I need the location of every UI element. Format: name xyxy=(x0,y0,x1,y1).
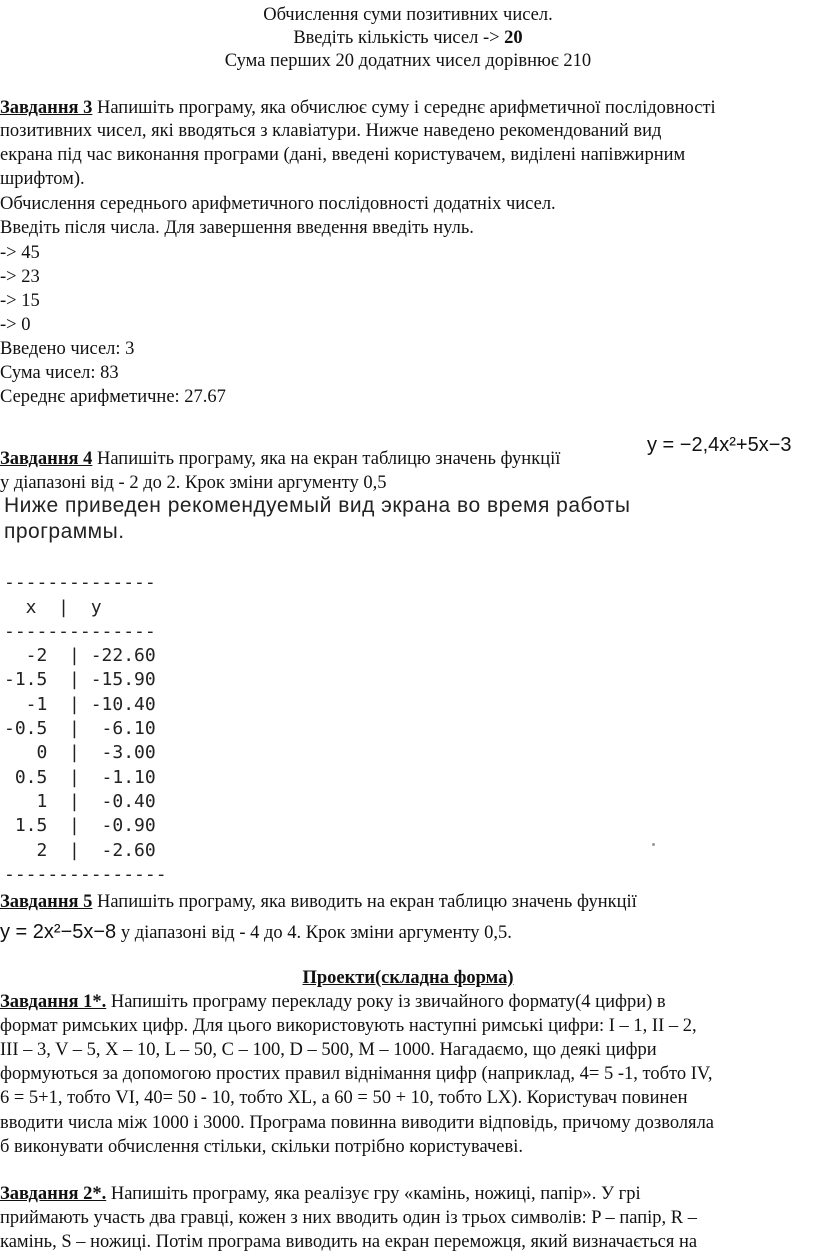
project2-line-1: Завдання 2*. Напишіть програму, яка реалізує гру «камінь, ножиці, папір». У грі xyxy=(0,1184,641,1204)
task5-label: Завдання 5 xyxy=(0,892,93,912)
table-row: -1.5 | -15.90 xyxy=(4,669,156,691)
project1-line-7: б виконувати обчислення стільки, скільки потрібно користувачеві. xyxy=(0,1137,523,1157)
table-row: 1.5 | -0.90 xyxy=(4,815,156,837)
task4-formula: y = −2,4x²+5x−3 xyxy=(647,434,792,456)
intro-line-1: Обчислення суми позитивних чисел. xyxy=(263,5,553,25)
project2-line-3: камінь, S – ножиці. Потім програма виводить на екран переможця, який визначається на xyxy=(0,1232,698,1252)
task4-scan-line-2: программы. xyxy=(4,520,125,543)
task4-output-table xyxy=(4,547,167,887)
table-row: 0.5 | -1.10 xyxy=(4,766,156,788)
projects-heading: Проекти(складна форма) xyxy=(302,968,514,988)
task3-line-7: -> 45 xyxy=(0,243,40,263)
task3-line-5: Обчислення середнього арифметичного послідовності додатніх чисел. xyxy=(0,194,556,214)
intro-user-input: 20 xyxy=(504,28,523,48)
intro-line-2 xyxy=(0,27,816,50)
scan-speck xyxy=(652,843,655,846)
table-row: -1 | -10.40 xyxy=(4,693,156,715)
project2-label: Завдання 2*. xyxy=(0,1184,107,1204)
project1-label: Завдання 1*. xyxy=(0,992,107,1012)
table-row: --------------- xyxy=(4,863,167,885)
task3-label: Завдання 3 xyxy=(0,98,93,118)
task4-line-2: у діапазоні від - 2 до 2. Крок зміни аргументу 0,5 xyxy=(0,473,387,493)
task3-line-2: позитивних чисел, які вводяться з клавіатури. Нижче наведено рекомендований вид xyxy=(0,121,662,141)
table-row: -0.5 | -6.10 xyxy=(4,718,156,740)
task5-line-1: Завдання 5 Напишіть програму, яка виводить на екран таблицю значень функції xyxy=(0,892,637,912)
project1-line-5: 6 = 5+1, тобто VI, 40= 50 - 10, тобто XL, а 60 = 50 + 10, тобто LX). Користувач повинен xyxy=(0,1088,688,1108)
task3-line-1: Завдання 3 Напишіть програму, яка обчислює суму і середнє арифметичної послідовності xyxy=(0,98,716,118)
task3-line-10: -> 0 xyxy=(0,315,31,335)
task4-scan-line-1: Ниже приведен рекомендуемый вид экрана во время работы xyxy=(4,494,631,517)
table-row: 0 | -3.00 xyxy=(4,742,156,764)
project1-line-3: III – 3, V – 5, X – 10, L – 50, C – 100, D – 500, M – 1000. Нагадаємо, що деякі цифри xyxy=(0,1040,657,1060)
task3-line-9: -> 15 xyxy=(0,291,40,311)
task3-line-13: Середнє арифметичне: 27.67 xyxy=(0,387,226,407)
intro-prompt: Введіть кількість чисел -> xyxy=(293,28,505,48)
task4-label: Завдання 4 xyxy=(0,449,93,469)
table-row: x | y xyxy=(4,596,102,618)
table-row: 2 | -2.60 xyxy=(4,839,156,861)
task5-line-2: y = 2x²−5x−8 у діапазоні від - 4 до 4. Крок зміни аргументу 0,5. xyxy=(0,921,512,943)
task3-line-4: шрифтом). xyxy=(0,169,85,189)
project1-line-2: формат римських цифр. Для цього використовують наступні римські цифри: I – 1, II – 2, xyxy=(0,1016,697,1036)
table-row: -2 | -22.60 xyxy=(4,645,156,667)
table-row: -------------- xyxy=(4,620,156,642)
project1-line-1: Завдання 1*. Напишіть програму перекладу року із звичайного формату(4 цифри) в xyxy=(0,992,666,1012)
task3-line-8: -> 23 xyxy=(0,267,40,287)
task3-line-11: Введено чисел: 3 xyxy=(0,339,135,359)
project1-line-6: вводити числа між 1000 і 3000. Програма повинна виводити відповідь, причому дозволяла xyxy=(0,1113,715,1133)
project2-line-2: приймають участь два гравці, кожен з них вводить один із трьох символів: P – папір, R – xyxy=(0,1208,697,1228)
project1-line-4: формуються за допомогою простих правил віднімання цифр (наприклад, 4= 5 -1, тобто IV, xyxy=(0,1064,713,1084)
task3-line-12: Сума чисел: 83 xyxy=(0,363,119,383)
table-row: -------------- xyxy=(4,572,156,594)
task5-formula: y = 2x²−5x−8 xyxy=(0,921,117,943)
task3-line-6: Введіть після числа. Для завершення введення введіть нуль. xyxy=(0,218,474,238)
task4-line-1: Завдання 4 Напишіть програму, яка на екран таблицю значень функції xyxy=(0,449,561,469)
intro-line-3: Сума перших 20 додатних чисел дорівнює 210 xyxy=(224,51,592,71)
task3-line-3: екрана під час виконання програми (дані, введені користувачем, виділені напівжирним xyxy=(0,145,686,165)
table-row: 1 | -0.40 xyxy=(4,790,156,812)
